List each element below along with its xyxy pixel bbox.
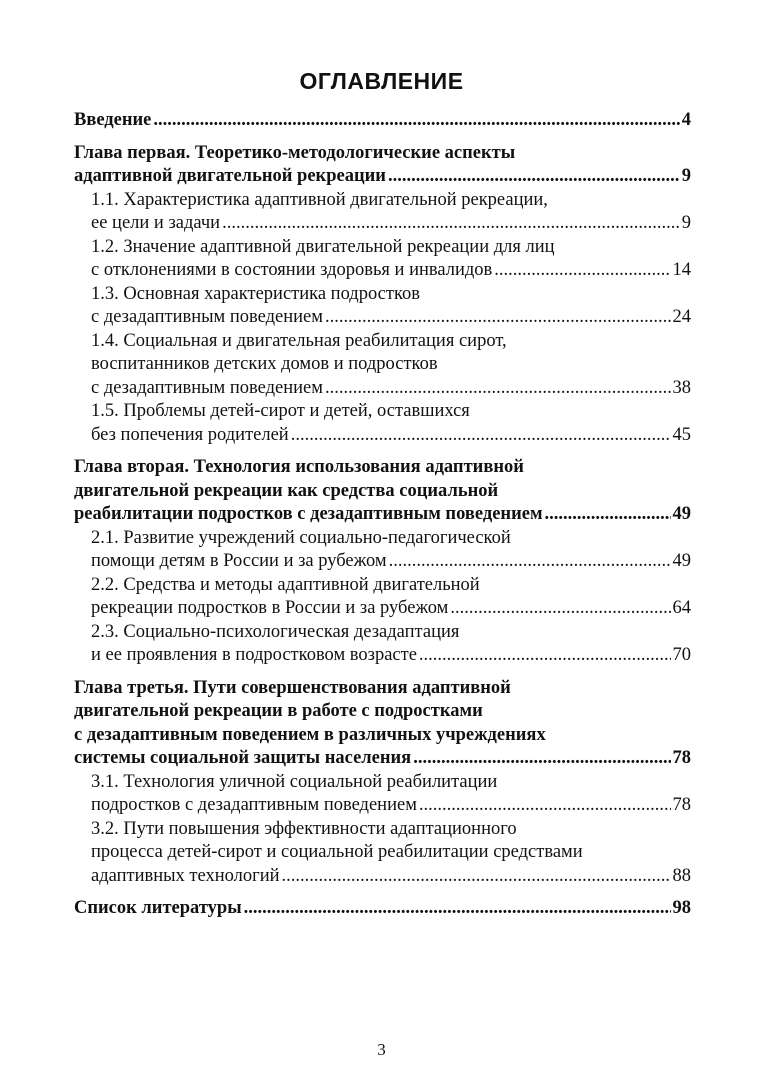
- toc-entry-line: 1.1. Характеристика адаптивной двигательной рекреации,: [91, 189, 548, 210]
- toc-entry-last-line: [91, 424, 691, 448]
- toc-entry-title: ее цели и задачи: [91, 213, 221, 233]
- toc-entry-line: 2.2. Средства и методы адаптивной двигательной: [91, 574, 480, 595]
- toc-entry-title: Введение: [74, 110, 152, 130]
- toc-page-number: 78: [672, 795, 691, 815]
- toc-section-entry: [74, 574, 691, 621]
- toc-section-entry: [74, 283, 691, 330]
- toc-section-entry: [74, 621, 691, 668]
- toc-entry-title: помощи детям в России и за рубежом: [91, 551, 387, 571]
- toc-entry-line: процесса детей-сирот и социальной реабилитации средствами: [91, 842, 583, 862]
- toc-page-number: 64: [672, 598, 691, 618]
- dot-leader: [413, 747, 670, 771]
- toc-entry-last-line: [91, 794, 691, 818]
- dot-leader: [419, 794, 671, 818]
- toc-entry-last-line: [91, 865, 691, 889]
- toc-entry-title: Список литературы: [74, 898, 242, 918]
- toc-section-entry: [74, 771, 691, 818]
- toc-entry-line: 1.3. Основная характеристика подростков: [91, 283, 421, 304]
- toc-entry-last-line: [74, 747, 691, 771]
- toc-entry-last-line: [74, 165, 691, 189]
- dot-leader: [153, 109, 679, 133]
- toc-entry-line: 1.5. Проблемы детей-сирот и детей, оставшихся: [91, 401, 470, 421]
- toc-entry-title: системы социальной защиты населения: [74, 748, 412, 768]
- toc-chapter-entry: [74, 142, 691, 189]
- toc-entry-title: адаптивной двигательной рекреации: [74, 166, 386, 186]
- toc-page-number: 4: [681, 110, 691, 130]
- dot-leader: [388, 165, 680, 189]
- toc-entry-line: двигательной рекреации в работе с подростками: [74, 701, 483, 721]
- toc-entry-title: с отклонениями в состоянии здоровья и инвалидов: [91, 260, 493, 280]
- toc-entry-last-line: [74, 503, 691, 527]
- page-title: ОГЛАВЛЕНИЕ: [299, 68, 464, 94]
- toc-page-number: 70: [672, 645, 691, 665]
- toc-entry-last-line: [74, 109, 691, 133]
- toc-entry-line: 2.3. Социально-психологическая дезадаптация: [91, 621, 460, 642]
- toc-page-number: 49: [672, 551, 691, 571]
- toc-entry-last-line: [91, 259, 691, 283]
- toc-page-number: 14: [672, 260, 691, 280]
- dot-leader: [244, 897, 671, 921]
- dot-leader: [419, 644, 671, 668]
- toc-section-entry: [74, 400, 691, 447]
- toc-page-number: 49: [672, 504, 691, 524]
- dot-leader: [494, 259, 670, 283]
- toc-chapter-entry: [74, 456, 691, 527]
- dot-leader: [325, 377, 671, 401]
- toc-chapter-entry: [74, 897, 691, 921]
- toc-entry-line: Глава третья. Пути совершенствования адаптивной: [74, 677, 511, 698]
- toc-section-entry: [74, 818, 691, 889]
- toc-entry-title: адаптивных технологий: [91, 865, 280, 886]
- toc-entry-title: с дезадаптивным поведением: [91, 307, 323, 327]
- dot-leader: [291, 424, 671, 448]
- toc-chapter-entry: [74, 677, 691, 771]
- toc-page-number: 78: [672, 748, 691, 768]
- toc-entry-last-line: [91, 306, 691, 330]
- toc-entry-title: реабилитации подростков с дезадаптивным поведением: [74, 504, 543, 524]
- toc-section-entry: [74, 236, 691, 283]
- toc-chapter-entry: [74, 109, 691, 133]
- dot-leader: [325, 306, 671, 330]
- toc-entry-line: 3.1. Технология уличной социальной реабилитации: [91, 771, 498, 792]
- toc-entry-last-line: [91, 597, 691, 621]
- toc-entry-line: двигательной рекреации как средства социальной: [74, 480, 499, 501]
- dot-leader: [222, 212, 680, 236]
- toc-section-entry: [74, 527, 691, 574]
- toc-page-number: 9: [681, 166, 691, 186]
- dot-leader: [450, 597, 670, 621]
- toc-entry-title: рекреации подростков в России и за рубежом: [91, 598, 449, 618]
- toc-page-number: 45: [672, 424, 691, 445]
- toc-entry-last-line: [74, 897, 691, 921]
- toc-section-entry: [74, 189, 691, 236]
- toc-page-number: 38: [672, 377, 691, 398]
- toc-page-number: 9: [681, 213, 691, 233]
- toc-entry-line: 1.4. Социальная и двигательная реабилитация сирот,: [91, 330, 507, 351]
- dot-leader: [389, 550, 671, 574]
- toc-page-number: 98: [672, 898, 691, 918]
- toc-entry-last-line: [91, 212, 691, 236]
- toc-entry-title: без попечения родителей: [91, 424, 289, 445]
- dot-leader: [545, 503, 671, 527]
- toc-entry-title: с дезадаптивным поведением: [91, 377, 323, 398]
- toc-entry-line: 3.2. Пути повышения эффективности адаптационного: [91, 818, 517, 839]
- toc-entry-line: Глава первая. Теоретико-методологические аспекты: [74, 142, 516, 163]
- dot-leader: [282, 865, 671, 889]
- toc-entry-last-line: [91, 550, 691, 574]
- toc-page-number: 24: [672, 307, 691, 327]
- toc-entry-title: и ее проявления в подростковом возрасте: [91, 645, 417, 665]
- toc-entry-title: подростков с дезадаптивным поведением: [91, 795, 417, 815]
- toc-entry-line: с дезадаптивным поведением в различных учреждениях: [74, 724, 546, 745]
- table-of-contents: [74, 109, 691, 921]
- toc-entry-line: 1.2. Значение адаптивной двигательной рекреации для лиц: [91, 236, 555, 257]
- toc-entry-last-line: [91, 644, 691, 668]
- toc-entry-last-line: [91, 377, 691, 401]
- toc-entry-line: 2.1. Развитие учреждений социально-педагогической: [91, 527, 511, 548]
- toc-entry-line: Глава вторая. Технология использования адаптивной: [74, 457, 524, 477]
- toc-entry-line: воспитанников детских домов и подростков: [91, 354, 438, 374]
- toc-page-number: 88: [672, 865, 691, 886]
- toc-section-entry: [74, 330, 691, 401]
- page-number: 3: [377, 1040, 386, 1059]
